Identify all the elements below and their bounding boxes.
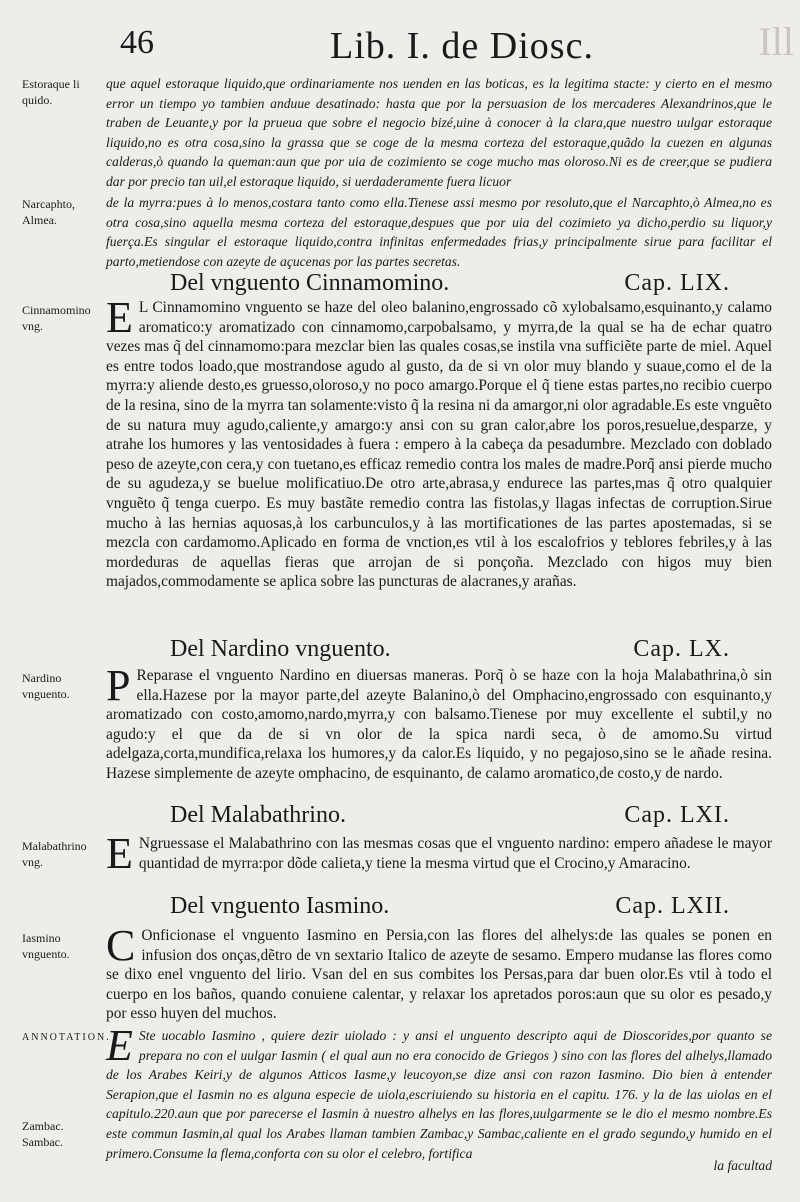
margin-note-nardino: Nardino vnguento. bbox=[22, 671, 70, 701]
paragraph-malabathrino bbox=[106, 829, 772, 894]
chapter-number: Cap. LXII. bbox=[615, 893, 730, 919]
paragraph-text: Ste uocablo Iasmino , quiere dezir uiolado : y ansi el unguento descripto aqui de Dioscorides,por quanto se prepara no con el uulgar Iasmin ( el qual aun no era conocido de Griegos ) sino con las flores del alhelys,llamado de los Arabes Keiri,y de algunos Atticos Iasme,y leucoyon,se dize ansi con razon Iasmino. Dio bien à entender Serapion,que el Iasmin no es alguna especie de uiola,escriuiendo su historia en el capitu. 176. y la de las uiolas en el capitulo.220.aun que por parecerse el Iasmin à nuestro alhelys en las flores,uulgarmente se le dio el mesmo nombre.Es este commun Iasmin,al qual los Arabes llaman tambien Zambac,y Sambac,caliente en el grado segundo,y humido en el primero.Consume la flema,conforta con su olor el celebro, fortifica bbox=[106, 1028, 772, 1161]
paragraph-nardino bbox=[106, 661, 772, 800]
paragraph-annotation bbox=[106, 1021, 772, 1176]
chapter-title: Del vnguento Cinnamomino. bbox=[170, 270, 450, 296]
margin-note-cinnamomino: Cinnamomino vng. bbox=[22, 303, 91, 333]
margin-note-annotation: ANNOTATION. bbox=[22, 1032, 111, 1043]
margin-note-zambac: Zambac. Sambac. bbox=[22, 1119, 64, 1149]
margin-note-estoraque: Estoraque li quido. bbox=[22, 77, 80, 107]
page-header bbox=[0, 18, 800, 68]
drop-cap: E bbox=[106, 829, 133, 878]
chapter-title: Del Nardino vnguento. bbox=[170, 636, 391, 662]
paragraph-narcaphto: de la myrra:pues à lo menos,costara tanto como ella.Tienese assi mesmo por resoluto,que el Narcaphto,ò Almea,no es otra cosa,sino aquella mesma corteza del estoraque,despues que por uia del cozimieto ya dicho,perdio su liquor,y fuerça.Es singular el estoraque liquido,contra infinitas enfermedades frias,y principalmente sirue para facilitar el parto,metiendose con azeyte de açucenas por las partes secretas. bbox=[106, 195, 772, 269]
chapter-heading-lx bbox=[170, 636, 730, 666]
chapter-heading-lxi bbox=[170, 802, 730, 832]
paragraph-text: L Cinnamomino vnguento se haze del oleo balanino,engrossado cõ xylobalsamo,esquinanto,y calamo aromatico:y aromatizado con cinnamomo,carpobalsamo, y myrra,de la qual se ha de echar quatro vezes mas q̃ del cinnamomo:para mezclar bien las quales cosas,se instila vna sufficiẽte parte de miel. Aquel es entre todos loado,que mostrandose agudo al gusto, da de si vn olor muy blando y suaue,como el de la myrra:y aliende desto,es gruesso,oloroso,y no poco amargo.Porque el q̃ tiene estas partes,no recibio cuerpo de la resina, sino de la myrra tan solamente:visto q̃ la resina ni da amargor,ni olor agradable.Es este vnguẽto de su natura muy agudo,caliente,y amargo:y ansi con su gran calor,abre los poros,resuelue,desparze, y atrahe los humores y las ventosidades à fuera : empero à la cabeça da pesadumbre. Mezclado con doblado peso de azeyte,con cera,y con tuetano,es efficaz remedio contra los males de madre.Porq̃ ansi pierde mucho de su agudeza,y se buelue molificatiuo.De otro arte,abrasa,y endurece las partes,mas q̃ otro qualquier vnguẽto q̃ tenga cuerpo. Es muy bastãte remedio contra las fistolas,y llagas infectas de corruption.Sirue mucho à las hernias aquosas,à los carbunculos,y à las mortificationes de las partes apostemadas, si se mezcla con cardamomo.Aplicado en forma de vnction,es vtil à los escalofrios y teblores febriles,y à las mordeduras de aquellas fieras que arrojan de si ponçoña. Mezclado con higos muy bien majados,commodamente se aplica sobre las puncturas de alacranes,y arañas. bbox=[106, 299, 772, 591]
chapter-title: Del vnguento Iasmino. bbox=[170, 893, 390, 919]
paragraph-text: Ngruessase el Malabathrino con las mesmas cosas que el vnguento nardino: empero añadese le mayor quantidad de myrra:por dõde calieta,y tiene la mesma virtud que el Crocino,y Amaracino. bbox=[138, 835, 772, 872]
paragraph-text: Reparase el vnguento Nardino en diuersas maneras. Porq̃ ò se haze con la hoja Malabathrina,ò sin ella.Hazese por la mayor parte,del azeyte Balanino,ò del Omphacino,engrossado con esquinanto,y aromatizado con costo,amomo,nardo,myrra,y con balsamo.Tienese por muy excellente el subtil,y no agudo:y el que da de si vn olor de la spica nardi seca, ò de amomo.Su virtud adelgaza,corta,mundifica,relaxa los humores,y da calor.Es liquido, y no pegajoso,sino se le añade resina. Hazese simplemente de azeyte omphacino, de esquinanto, de calamo aromatico,de costo,y de nardo. bbox=[106, 667, 772, 782]
margin-note-narcaphto: Narcaphto, Almea. bbox=[22, 197, 75, 227]
chapter-title: Del Malabathrino. bbox=[170, 802, 346, 828]
chapter-number: Cap. LX. bbox=[633, 636, 730, 662]
chapter-heading-lxii bbox=[170, 893, 730, 923]
chapter-heading-lix bbox=[170, 270, 730, 300]
chapter-number: Cap. LIX. bbox=[624, 270, 730, 296]
paragraph-cinnamomino bbox=[106, 293, 772, 636]
catchword: la facultad bbox=[713, 1158, 772, 1173]
chapter-number: Cap. LXI. bbox=[624, 802, 730, 828]
margin-note-iasmino: Iasmino vnguento. bbox=[22, 931, 70, 961]
paragraph-text: Onficionase el vnguento Iasmino en Persia,con las flores del alhelys:de las quales se ponen en infusion dos onças,dẽtro de vn sextario Italico de azeyte de sesamo. Empero mudanse las flores como se dixo enel vnguento del lirio. Vsan del en sus combites los Persas,para dar buen olor.Es vtil à todo el cuerpo en los baños, quando conuiene calentar, y relaxar los apretados poros:aun que su olor es pesado,y por esso huyen del muchos. bbox=[106, 927, 772, 1023]
bleed-through-text: Ill bbox=[758, 19, 794, 64]
drop-cap: E bbox=[106, 293, 133, 342]
paragraph-estoraque: que aquel estoraque liquido,que ordinariamente nos uenden en las boticas, es la legitima stacte: y cierto en el mesmo error un tiempo yo tambien anduue desatinado: hasta que por la persuasion de los mercaderes Alexandrinos,que le traben de Leuante,y por la prueua que sobre el negocio bizé,uine à conocer à la clara,que nuestro uulgar estoraque liquido,no es otra cosa,sino la grassa que se coge de la mesma corteza del estoraque,quãdo la cuezen en algunas calderas,ò quando la queman:aun que por uia de cozimiento se coge mucho mas oloroso.Ni es de creer,que se pudiera dar por precio tan uil,el estoraque liquido, si uerdaderamente fuera licuor bbox=[106, 76, 772, 189]
page-number: 46 bbox=[120, 24, 154, 61]
drop-cap: P bbox=[106, 661, 131, 710]
margin-note-malabathrino: Malabathrino vng. bbox=[22, 839, 87, 869]
drop-cap: E bbox=[106, 1021, 133, 1070]
running-title: Lib. I. de Diosc. bbox=[330, 25, 594, 67]
paragraph-iasmino bbox=[106, 921, 772, 1024]
drop-cap: C bbox=[106, 921, 136, 970]
